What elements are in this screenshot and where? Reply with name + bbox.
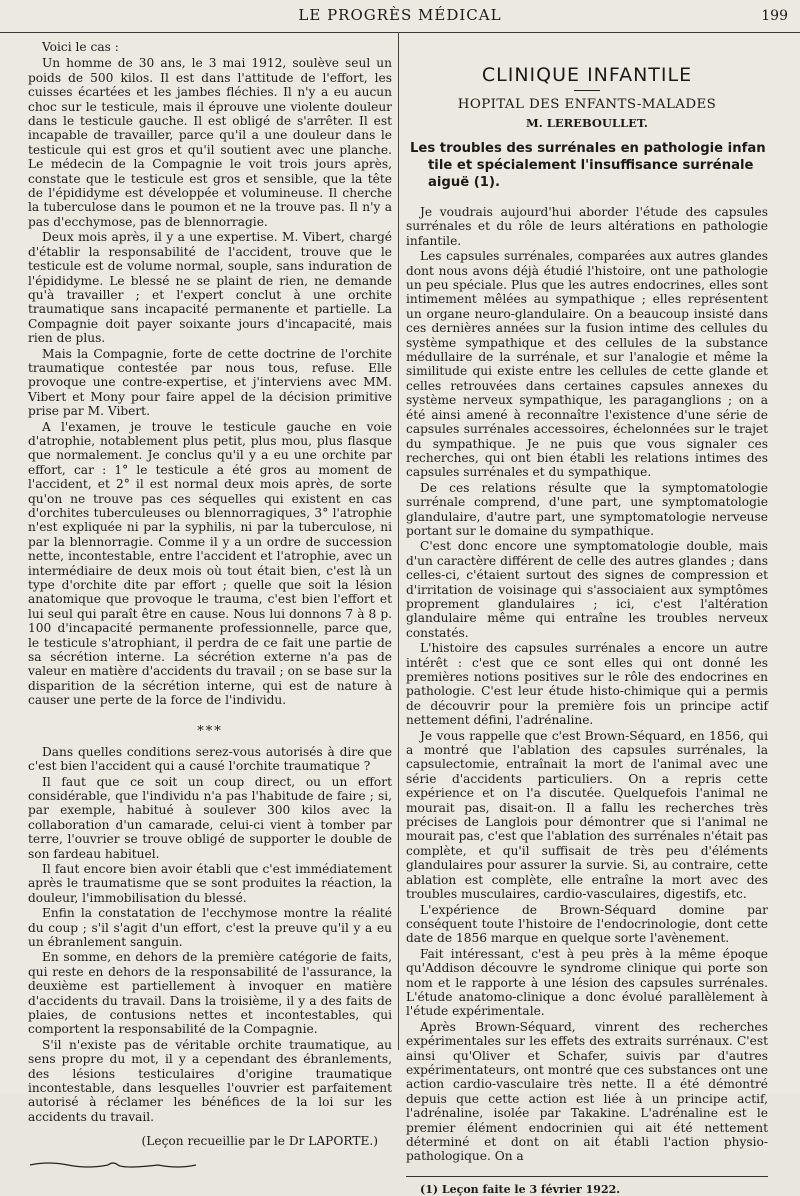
paragraph: L'expérience de Brown-Séquard domine par conséquent toute l'histoire de l'endocrinologie, dont cette date de 1856 marque en quelque sorte l'avènement.	[406, 902, 768, 946]
section-separator-stars	[28, 724, 392, 739]
paragraph: Fait intéressant, c'est à peu près à la même époque qu'Addison découvre le syndrome clinique qui porte son nom et le rapporte à une lésion des capsules surrénales. L'étude anatomo-clinique a donc évolué parallèlement à l'étude expérimentale.	[406, 946, 768, 1019]
author-name: M. LEREBOULLET.	[526, 116, 648, 130]
star-mark: *	[214, 723, 223, 739]
paragraph: C'est donc encore une symptomatologie double, mais d'un caractère différent de celle des autres glandes ; dans celles-ci, c'étaient surtout des signes de compression et d'irritation de voisinage qui s'associaient aux symptômes proprement glandulaires ; ici, c'est l'altération glandulaire même qui entraîne les troubles nerveux constatés.	[406, 539, 768, 640]
paragraph: L'histoire des capsules surrénales a encore un autre intérêt : c'est que ce sont elles qui ont donné les premières notions positives sur le rôle des endocrines en pathologie. C'est leur étude histo-chimique qui a permis de découvrir pour la première fois un principe actif nettement défini, l'adrénaline.	[406, 641, 768, 728]
paragraph: Dans quelles conditions serez-vous autorisés à dire que c'est bien l'accident qui a causé l'orchite traumatique ?	[28, 744, 392, 774]
lecture-credit: (Leçon recueillie par le Dr LAPORTE.)	[141, 1134, 378, 1149]
paragraph: S'il n'existe pas de véritable orchite traumatique, au sens propre du mot, il y a cependant des ébranlements, des lésions testiculaires d'origine traumatique incontestable, dans lesquelles l'ouvrier est parfaitement autorisé à réclamer les bénéfices de la loi sur les accidents du travail.	[28, 1037, 392, 1124]
article-title-line: Les troubles des surrénales en pathologie infan	[410, 141, 766, 156]
paragraph: A l'examen, je trouve le testicule gauche en voie d'atrophie, notablement plus petit, plus mou, plus flasque que normalement. Je conclus qu'il y a eu une orchite par effort, car : 1° le testicule a été gros au moment de l'accident, et 2° il est normal deux mois après, de sorte qu'on ne trouve pas ces séquelles qui existent en cas d'orchites tuberculeuses ou blennorragiques, 3° l'atrophie n'est expliquée ni par la syphilis, ni par la tuberculose, ni par la blennorragie. Comme il y a un ordre de succession nette, incontestable, entre l'accident et l'atrophie, avec un intermédiaire de deux mois où tout était bien, c'est là un type d'orchite dite par effort ; quelle que soit la lésion anatomique que provoque le trauma, c'est bien l'effort et lui seul qui paraît être en cause. Nous lui donnons 7 à 8 p. 100 d'incapacité permanente professionnelle, parce que, le testicule s'atrophiant, il perdra de ce fait une partie de sa sécrétion interne. La sécrétion externe n'a pas de valeur en matière d'accidents du travail ; on se base sur la disparition de la sécrétion interne, qui est de nature à causer une perte de la force de l'individu.	[28, 419, 392, 708]
article-title-line: tile et spécialement l'insuffisance surrénale aiguë (1).	[428, 158, 754, 190]
paragraph: De ces relations résulte que la symptomatologie surrénale comprend, d'une part, une symptomatologie glandulaire, d'autre part, une symptomatologie nerveuse portant sur le domaine du sympathique.	[406, 480, 768, 538]
star-mark: *	[205, 723, 215, 739]
page-number: 199	[761, 8, 788, 24]
paragraph: Les capsules surrénales, comparées aux autres glandes dont nous avons déjà étudié l'histoire, ont une pathologie un peu spéciale. Plus que les autres endocrines, elles sont intimement mêlées au sympathique ; elles représentent un organe neuro-glandulaire. On a beaucoup insisté dans ces dernières années sur la fusion intime des cellules du système sympathique et des cellules de la substance médullaire de la surrénale, et sur l'analogie et même la similitude qui existe entre les cellules de cette glande et celles retrouvées dans certaines capsules annexes du système nerveux sympathique, les paraganglions ; on a été ainsi amené à reconnaître l'existence d'une série de capsules surrénales accessoires, échelonnées sur le trajet du sympathique. Je ne puis que vous signaler ces recherches, qui ont bien établi les relations intimes des capsules surrénales et du sympathique.	[406, 249, 768, 480]
column-divider	[398, 32, 399, 1050]
case-intro: Voici le cas :	[42, 40, 119, 54]
paragraph: Mais la Compagnie, forte de cette doctrine de l'orchite traumatique contestée par nous tous, refuse. Elle provoque une contre-expertise, et j'interviens avec MM. Vibert et Mony pour faire appel de la décision primitive prise par M. Vibert.	[28, 346, 392, 419]
paragraph: Un homme de 30 ans, le 3 mai 1912, soulève seul un poids de 500 kilos. Il est dans l'attitude de l'effort, les cuisses écartées et les jambes fléchies. Il n'y a eu aucun choc sur le testicule, mais il éprouve une violente douleur dans le testicule gauche. Il est obligé de s'arrêter. Il est incapable de travailler, parce qu'il a une douleur dans le testicule qui est gros et qu'il soutient avec une planche. Le médecin de la Compagnie le voit trois jours après, constate que le testicule est gros et sensible, que la tête de l'épididyme est développée et volumineuse. Il cherche la tuberculose dans le poumon et ne la trouve pas. Il n'y a pas d'ecchymose, pas de blennorragie.	[28, 56, 392, 229]
footnote: (1) Leçon faite le 3 février 1922.	[420, 1182, 621, 1196]
left-column	[28, 40, 392, 1175]
end-flourish	[28, 1159, 198, 1171]
paragraph: Il faut encore bien avoir établi que c'est immédiatement après le traumatisme que se sont produites la réaction, la douleur, l'immobilisation du blessé.	[28, 861, 392, 905]
section-title: CLINIQUE INFANTILE	[481, 64, 693, 86]
page-header	[0, 0, 800, 33]
star-mark: *	[197, 723, 206, 739]
title-rule	[574, 90, 600, 91]
paragraph: En somme, en dehors de la première catégorie de faits, qui reste en dehors de la responsabilité de l'assurance, la deuxième est partiellement à invoquer en matière d'accidents du travail. Dans la troisième, il y a des faits de plaies, de contusions nettes et incontestables, qui comportent la responsabilité de la Compagnie.	[28, 950, 392, 1037]
paragraph: Je vous rappelle que c'est Brown-Séquard, en 1856, qui a montré que l'ablation des capsules surrénales, la capsulectomie, entraînait la mort de l'animal avec une série d'accidents particuliers. On a repris cette expérience et on l'a discutée. Quelquefois l'animal ne mourait pas, disait-on. Il a fallu les recherches très précises de Langlois pour démontrer que si l'animal ne mourait pas, c'est que l'ablation des surrénales n'était pas complète, et qu'il suffisait de très peu d'éléments glandulaires pour assurer la survie. Si, au contraire, cette ablation est complète, elle entraîne la mort avec des troubles musculaires, cardio-vasculaires, digestifs, etc.	[406, 728, 768, 902]
paragraph: Enfin la constatation de l'ecchymose montre la réalité du coup ; s'il s'agit d'un effort, c'est la preuve qu'il y a eu un ébranlement sanguin.	[28, 906, 392, 949]
paragraph: Je voudrais aujourd'hui aborder l'étude des capsules surrénales et du rôle de leurs altérations en pathologie infantile.	[406, 205, 768, 248]
journal-title: LE PROGRÈS MÉDICAL	[298, 6, 502, 24]
right-column	[406, 40, 768, 1196]
article-title	[406, 140, 768, 191]
paragraph: Il faut que ce soit un coup direct, ou un effort considérable, que l'individu n'a pas l'habitude de faire ; si, par exemple, habitué à soulever 300 kilos avec la collaboration d'un camarade, celui-ci vient à tomber par terre, l'ouvrier se trouve obligé de supporter le double de son fardeau habituel.	[28, 774, 392, 861]
hospital-name: HOPITAL DES ENFANTS-MALADES	[457, 97, 717, 112]
paragraph: Après Brown-Séquard, vinrent des recherches expérimentales sur les effets des extraits surrénaux. C'est ainsi qu'Oliver et Schafer, suivis par d'autres expérimentateurs, ont montré que ces substances ont une action cardio-vasculaire très nette. Il a été démontré depuis que cette action est liée à un principe actif, l'adrénaline, isolée par Takakine. L'adrénaline est le premier élément endocrinien qui ait été nettement déterminé et dont on ait établi l'action physio-pathologique. On a	[406, 1019, 768, 1164]
paragraph: Deux mois après, il y a une expertise. M. Vibert, chargé d'établir la responsabilité de l'accident, trouve que le testicule est de volume normal, souple, sans induration de l'épididyme. Le blessé ne se plaint de rien, ne demande qu'à travailler ; et l'expert conclut à une orchite traumatique sans incapacité permanente et partielle. La Compagnie doit payer soixante jours d'incapacité, mais rien de plus.	[28, 230, 392, 346]
footnote-rule	[406, 1176, 768, 1177]
